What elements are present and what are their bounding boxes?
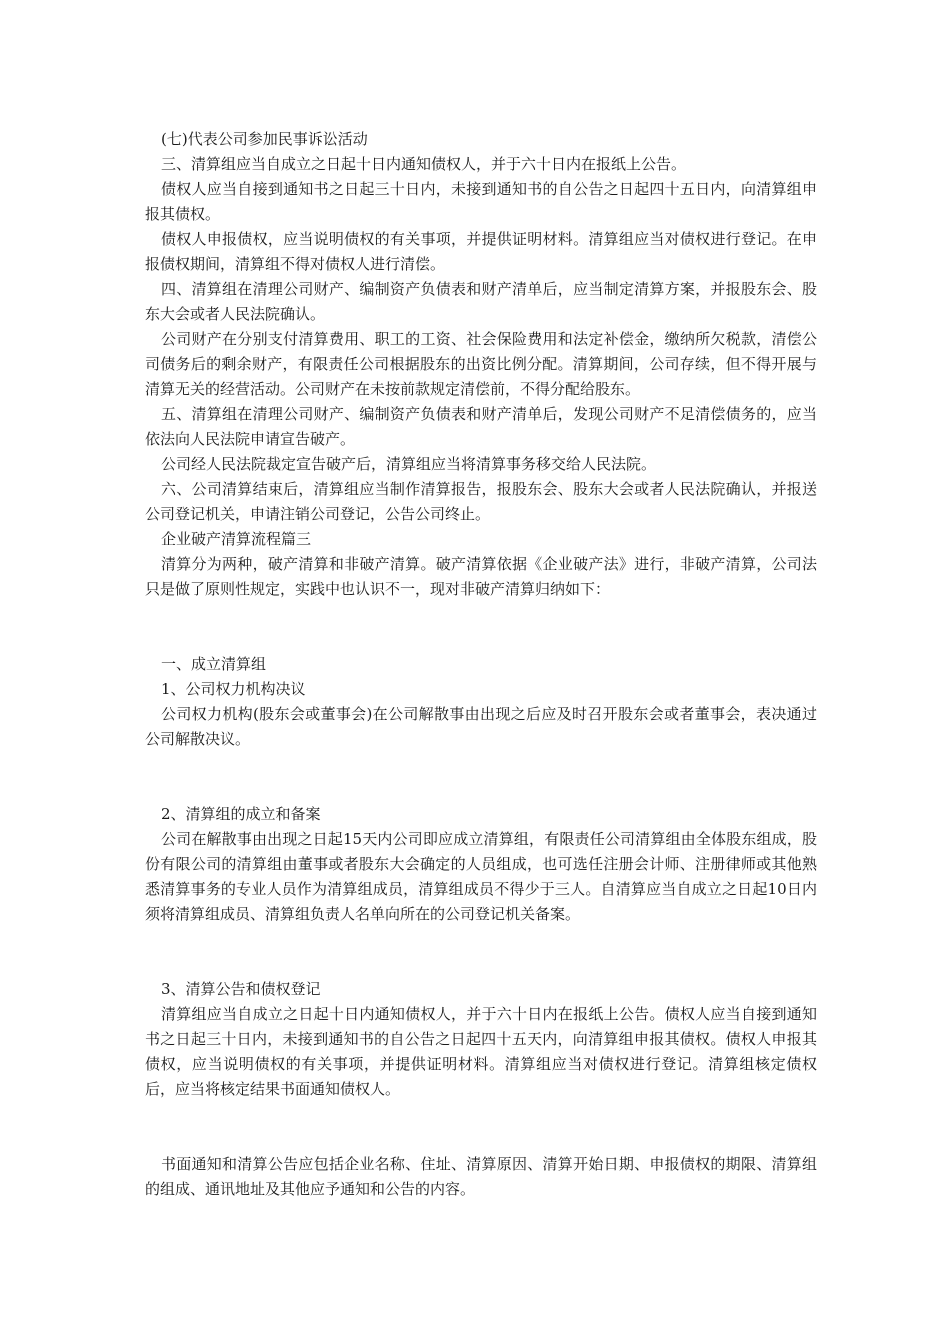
- paragraph-section-4: 四、清算组在清理公司财产、编制资产负债表和财产清单后，应当制定清算方案，并报股东会、股东大会或者人民法院确认。: [145, 280, 817, 323]
- paragraph-asset-distribution: 公司财产在分别支付清算费用、职工的工资、社会保险费用和法定补偿金，缴纳所欠税款，清偿公司债务后的剩余财产，有限责任公司根据股东的出资比例分配。清算期间，公司存续，但不得开展与清算无关的经营活动。公司财产在未按前款规定清偿前，不得分配给股东。: [145, 330, 817, 398]
- subheading-group-filing: 2、清算组的成立和备案: [161, 805, 321, 823]
- paragraph-section-3: 三、清算组应当自成立之日起十日内通知债权人，并于六十日内在报纸上公告。: [161, 155, 687, 173]
- paragraph-creditor-deadline: 债权人应当自接到通知书之日起三十日内，未接到通知书的自公告之日起四十五日内，向清算组申报其债权。: [145, 180, 817, 223]
- paragraph-notice-contents: 书面通知和清算公告应包括企业名称、住址、清算原因、清算开始日期、申报债权的期限、清算组的组成、通讯地址及其他应予通知和公告的内容。: [145, 1155, 817, 1198]
- spacer: [145, 602, 817, 652]
- paragraph-announcement: 清算组应当自成立之日起十日内通知债权人，并于六十日内在报纸上公告。债权人应当自接到通知书之日起三十日内，未接到通知书的自公告之日起四十五天内，向清算组申报其债权。债权人申报其债权，应当说明债权的有关事项，并提供证明材料。清算组应当对债权进行登记。清算组核定债权后，应当将核定结果书面通知债权人。: [145, 1005, 817, 1098]
- paragraph-section-6: 六、公司清算结束后，清算组应当制作清算报告，报股东会、股东大会或者人民法院确认，并报送公司登记机关，申请注销公司登记，公告公司终止。: [145, 480, 817, 523]
- paragraph-bankruptcy-transfer: 公司经人民法院裁定宣告破产后，清算组应当将清算事务移交给人民法院。: [161, 455, 657, 473]
- paragraph-item-7: (七)代表公司参加民事诉讼活动: [161, 130, 368, 148]
- paragraph-liquidation-types: 清算分为两种，破产清算和非破产清算。破产清算依据《企业破产法》进行，非破产清算，公司法只是做了原则性规定，实践中也认识不一，现对非破产清算归纳如下：: [145, 555, 817, 598]
- paragraph-creditor-claim: 债权人申报债权，应当说明债权的有关事项，并提供证明材料。清算组应当对债权进行登记。在申报债权期间，清算组不得对债权人进行清偿。: [145, 230, 817, 273]
- paragraph-section-5: 五、清算组在清理公司财产、编制资产负债表和财产清单后，发现公司财产不足清偿债务的，应当依法向人民法院申请宣告破产。: [145, 405, 817, 448]
- paragraph-resolution: 公司权力机构(股东会或董事会)在公司解散事由出现之后应及时召开股东会或者董事会，表决通过公司解散决议。: [145, 705, 817, 748]
- spacer: [145, 1102, 817, 1152]
- spacer: [145, 752, 817, 802]
- document-body: [145, 127, 817, 1202]
- paragraph-group-filing: 公司在解散事由出现之日起15天内公司即应成立清算组，有限责任公司清算组由全体股东组成，股份有限公司的清算组由董事或者股东大会确定的人员组成，也可选任注册会计师、注册律师或其他熟悉清算事务的专业人员作为清算组成员，清算组成员不得少于三人。自清算应当自成立之日起10日内须将清算组成员、清算组负责人名单向所在的公司登记机关备案。: [145, 830, 817, 923]
- subheading-announcement: 3、清算公告和债权登记: [161, 980, 321, 998]
- spacer: [145, 927, 817, 977]
- section-heading-part-3: 企业破产清算流程篇三: [161, 530, 312, 548]
- heading-establish-group: 一、成立清算组: [161, 655, 267, 673]
- subheading-resolution: 1、公司权力机构决议: [161, 680, 306, 698]
